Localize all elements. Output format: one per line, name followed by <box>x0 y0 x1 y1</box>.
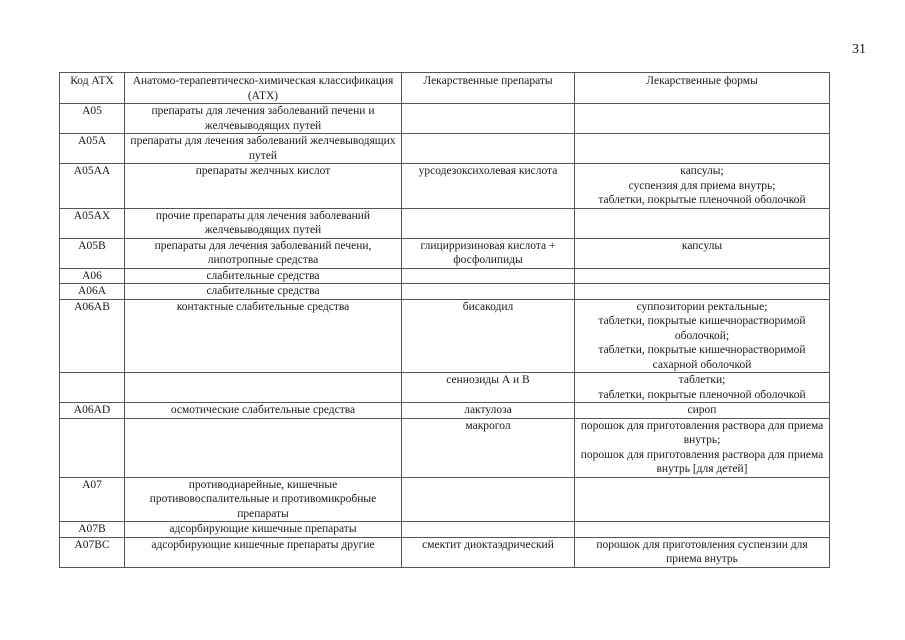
dosage-form-cell <box>575 104 830 134</box>
table-row <box>60 537 830 567</box>
dosage-form-cell: сироп <box>575 403 830 419</box>
classification-cell: адсорбирующие кишечные препараты другие <box>125 537 402 567</box>
dosage-form-cell <box>575 522 830 538</box>
dosage-form-cell <box>575 268 830 284</box>
classification-cell: слабительные средства <box>125 284 402 300</box>
atc-code-cell: A06AB <box>60 299 125 373</box>
table-row <box>60 238 830 268</box>
atc-code-cell: A05AA <box>60 164 125 209</box>
atc-code-cell <box>60 418 125 477</box>
atc-code-cell: A05A <box>60 134 125 164</box>
table-body <box>60 104 830 568</box>
dosage-form-cell <box>575 208 830 238</box>
dosage-form-cell: порошок для приготовления раствора для приема внутрь; порошок для приготовления раствора для приема внутрь [для детей] <box>575 418 830 477</box>
classification-cell: осмотические слабительные средства <box>125 403 402 419</box>
dosage-form-cell <box>575 284 830 300</box>
table-row <box>60 164 830 209</box>
atc-code-cell: A06A <box>60 284 125 300</box>
table-row <box>60 403 830 419</box>
drug-cell <box>402 284 575 300</box>
classification-cell <box>125 418 402 477</box>
atc-code-cell: A07B <box>60 522 125 538</box>
atc-code-cell <box>60 373 125 403</box>
classification-cell: препараты для лечения заболеваний печени, липотропные средства <box>125 238 402 268</box>
page-number: 31 <box>852 42 866 57</box>
atc-drug-table <box>59 72 830 568</box>
classification-cell: прочие препараты для лечения заболеваний желчевыводящих путей <box>125 208 402 238</box>
header-atc-code: Код ATX <box>60 73 125 104</box>
classification-cell: контактные слабительные средства <box>125 299 402 373</box>
drug-cell: макрогол <box>402 418 575 477</box>
table-row <box>60 268 830 284</box>
table-row <box>60 373 830 403</box>
atc-code-cell: A06 <box>60 268 125 284</box>
table-row <box>60 477 830 522</box>
drug-cell <box>402 208 575 238</box>
header-drugs: Лекарственные препараты <box>402 73 575 104</box>
table-row <box>60 299 830 373</box>
drug-cell: урсодезоксихолевая кислота <box>402 164 575 209</box>
classification-cell: противодиарейные, кишечные противовоспалительные и противомикробные препараты <box>125 477 402 522</box>
drug-cell: глицирризиновая кислота + фосфолипиды <box>402 238 575 268</box>
classification-cell: адсорбирующие кишечные препараты <box>125 522 402 538</box>
dosage-form-cell <box>575 477 830 522</box>
drug-cell <box>402 477 575 522</box>
drug-cell <box>402 134 575 164</box>
dosage-form-cell: капсулы; суспензия для приема внутрь; таблетки, покрытые пленочной оболочкой <box>575 164 830 209</box>
dosage-form-cell: таблетки; таблетки, покрытые пленочной оболочкой <box>575 373 830 403</box>
atc-code-cell: A05B <box>60 238 125 268</box>
drug-cell: лактулоза <box>402 403 575 419</box>
drug-cell: смектит диоктаэдрический <box>402 537 575 567</box>
table-row <box>60 418 830 477</box>
dosage-form-cell: порошок для приготовления суспензии для приема внутрь <box>575 537 830 567</box>
classification-cell: препараты для лечения заболеваний желчевыводящих путей <box>125 134 402 164</box>
table-header-row <box>60 73 830 104</box>
dosage-form-cell <box>575 134 830 164</box>
table-row <box>60 208 830 238</box>
drug-cell <box>402 522 575 538</box>
atc-code-cell: A06AD <box>60 403 125 419</box>
classification-cell: препараты для лечения заболеваний печени и желчевыводящих путей <box>125 104 402 134</box>
classification-cell: препараты желчных кислот <box>125 164 402 209</box>
drug-cell <box>402 104 575 134</box>
table-row <box>60 134 830 164</box>
header-dosage-forms: Лекарственные формы <box>575 73 830 104</box>
dosage-form-cell: суппозитории ректальные; таблетки, покрытые кишечнорастворимой оболочкой; таблетки, покрытые кишечнорастворимой сахарной оболочкой <box>575 299 830 373</box>
drug-cell: сеннозиды А и В <box>402 373 575 403</box>
drug-cell <box>402 268 575 284</box>
header-atc-classification: Анатомо-терапевтическо-химическая классификация (АТХ) <box>125 73 402 104</box>
atc-code-cell: A07BC <box>60 537 125 567</box>
dosage-form-cell: капсулы <box>575 238 830 268</box>
classification-cell <box>125 373 402 403</box>
table-row <box>60 104 830 134</box>
table-row <box>60 284 830 300</box>
atc-code-cell: A05 <box>60 104 125 134</box>
table-row <box>60 522 830 538</box>
drug-cell: бисакодил <box>402 299 575 373</box>
classification-cell: слабительные средства <box>125 268 402 284</box>
atc-code-cell: A07 <box>60 477 125 522</box>
atc-code-cell: A05AX <box>60 208 125 238</box>
